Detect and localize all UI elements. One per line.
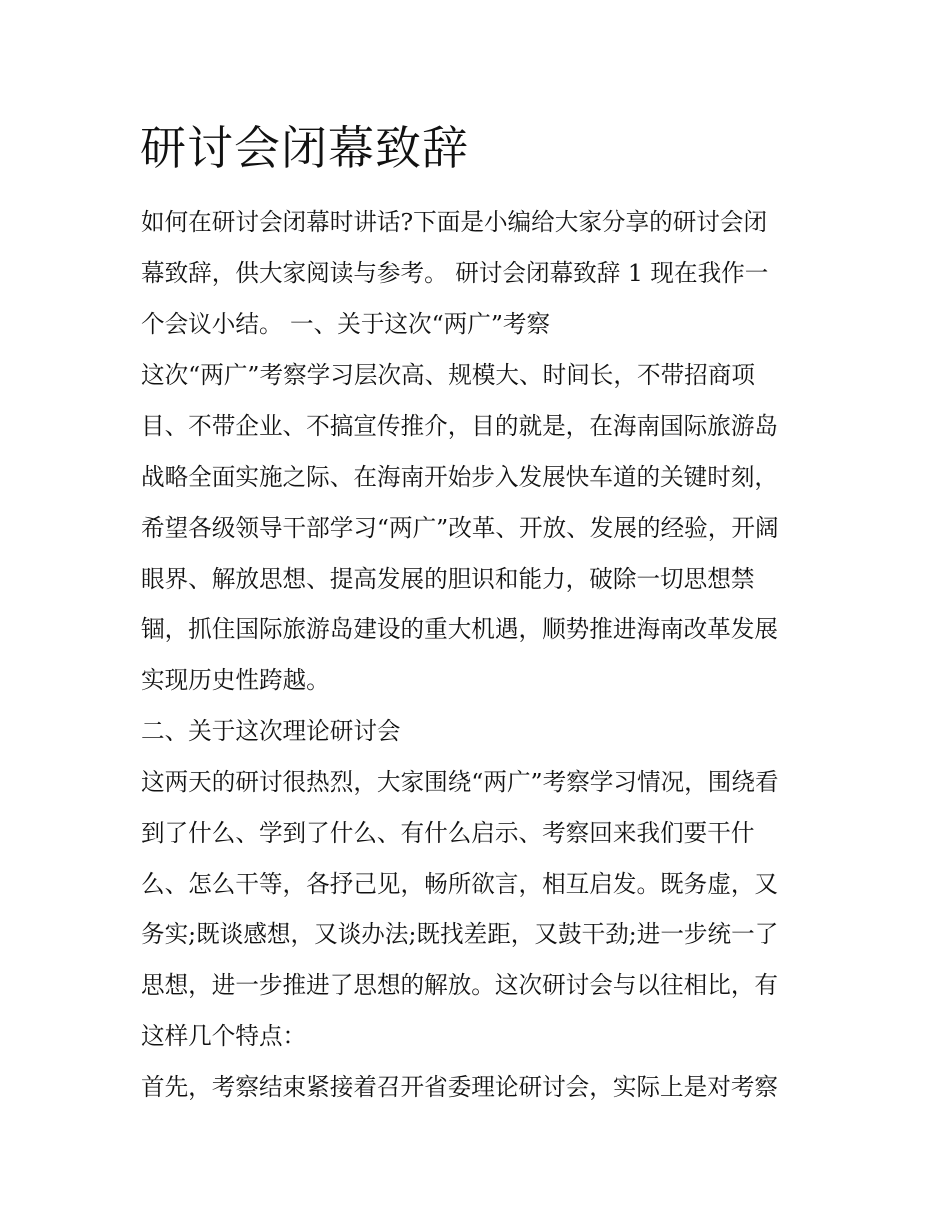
body-line: 首先，考察结束紧接着召开省委理论研讨会，实际上是对考察 <box>141 1073 779 1101</box>
body-line: 个会议小结。 一、关于这次“两广”考察 <box>141 310 551 338</box>
body-line: 思想，进一步推进了思想的解放。这次研讨会与以往相比，有 <box>141 971 779 999</box>
body-line: 希望各级领导干部学习“两广”改革、开放、发展的经验，开阔 <box>141 514 779 542</box>
body-line: 务实;既谈感想，又谈办法;既找差距，又鼓干劲;进一步统一了 <box>141 920 779 948</box>
body-line: 战略全面实施之际、在海南开始步入发展快车道的关键时刻， <box>141 463 779 491</box>
body-line: 锢，抓住国际旅游岛建设的重大机遇，顺势推进海南改革发展 <box>141 615 779 643</box>
body-line: 实现历史性跨越。 <box>141 666 330 694</box>
body-line: 目、不带企业、不搞宣传推介，目的就是，在海南国际旅游岛 <box>141 412 779 440</box>
body-line: 这次“两广”考察学习层次高、规模大、时间长，不带招商项 <box>141 361 755 389</box>
body-line: 这两天的研讨很热烈，大家围绕“两广”考察学习情况，围绕看 <box>141 768 779 796</box>
body-line: 眼界、解放思想、提高发展的胆识和能力，破除一切思想禁 <box>141 565 755 593</box>
body-line: 如何在研讨会闭幕时讲话?下面是小编给大家分享的研讨会闭 <box>141 208 768 236</box>
body-line: 到了什么、学到了什么、有什么启示、考察回来我们要干什 <box>141 819 755 847</box>
document-title: 研讨会闭幕致辞 <box>140 121 469 175</box>
section-heading: 二、关于这次理论研讨会 <box>141 717 401 745</box>
body-line: 么、怎么干等，各抒己见，畅所欲言，相互启发。既务虚，又 <box>141 870 779 898</box>
body-line: 这样几个特点： <box>141 1022 307 1050</box>
body-line: 幕致辞，供大家阅读与参考。 研讨会闭幕致辞 1 现在我作一 <box>141 259 769 287</box>
